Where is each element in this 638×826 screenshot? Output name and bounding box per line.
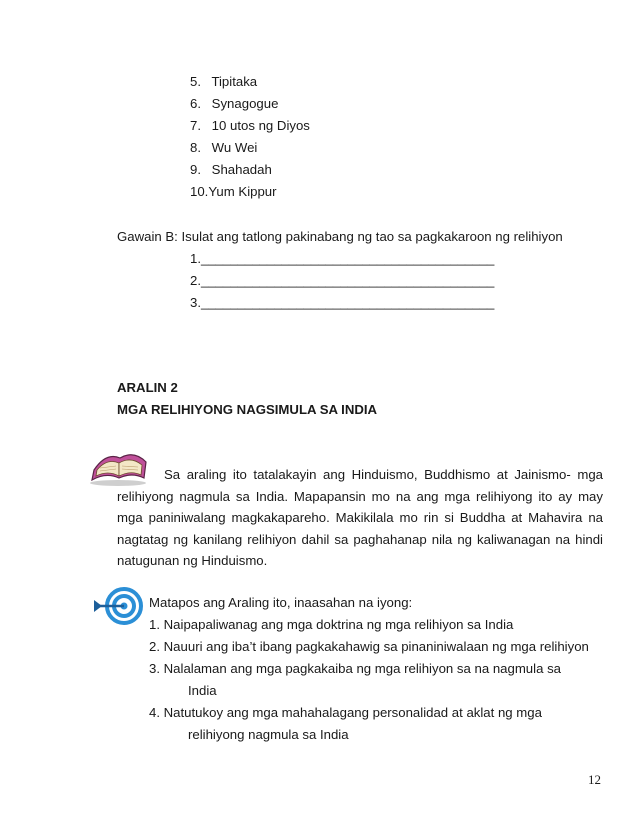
objectives-intro: Matapos ang Araling ito, inaasahan na iyong:	[149, 595, 413, 610]
lesson-intro-paragraph: Sa araling ito tatalakayin ang Hinduismo, Buddhismo at Jainismo- mga relihiyong nagmula sa India. Mapapansin mo na ang mga relihiyong ito ay may mga paniniwalang magkakapareho. Makikilala mo rin si Buddha at Mahavira na nagtatag ng kanilang relihiyon dahil sa paghahanap nila ng kaliwanagan na hindi natugunan ng Hinduismo.	[117, 467, 603, 568]
list-item: 5. Tipitaka	[190, 74, 258, 89]
list-item: 6. Synagogue	[190, 96, 279, 111]
objective-item-3: 3. Nalalaman ang mga pagkakaiba ng mga relihiyon sa na nagmula sa	[149, 661, 561, 676]
objective-item-4-continued: relihiyong nagmula sa India	[188, 727, 349, 742]
gawain-b-instruction: Gawain B: Isulat ang tatlong pakinabang ng tao sa pagkakaroon ng relihiyon	[117, 229, 563, 244]
page-number: 12	[588, 772, 601, 787]
answer-blank-3: 3.________________________________________	[190, 295, 495, 310]
list-item: 9. Shahadah	[190, 162, 272, 177]
list-item: 10.Yum Kippur	[190, 184, 277, 199]
objective-item-1: 1. Naipapaliwanag ang mga doktrina ng mga relihiyon sa India	[149, 617, 514, 632]
answer-blank-1: 1.________________________________________	[190, 251, 495, 266]
target-arrow-icon	[92, 586, 144, 626]
list-item: 8. Wu Wei	[190, 140, 258, 155]
objective-item-3-continued: India	[188, 683, 217, 698]
lesson-number: ARALIN 2	[117, 380, 178, 395]
lesson-title: MGA RELIHIYONG NAGSIMULA SA INDIA	[117, 402, 378, 417]
objective-item-4: 4. Natutukoy ang mga mahahalagang personalidad at aklat ng mga	[149, 705, 542, 720]
answer-blank-2: 2.________________________________________	[190, 273, 495, 288]
objective-item-2: 2. Nauuri ang iba’t ibang pagkakahawig sa pinaniniwalaan ng mga relihiyon	[149, 639, 589, 654]
list-item: 7. 10 utos ng Diyos	[190, 118, 310, 133]
